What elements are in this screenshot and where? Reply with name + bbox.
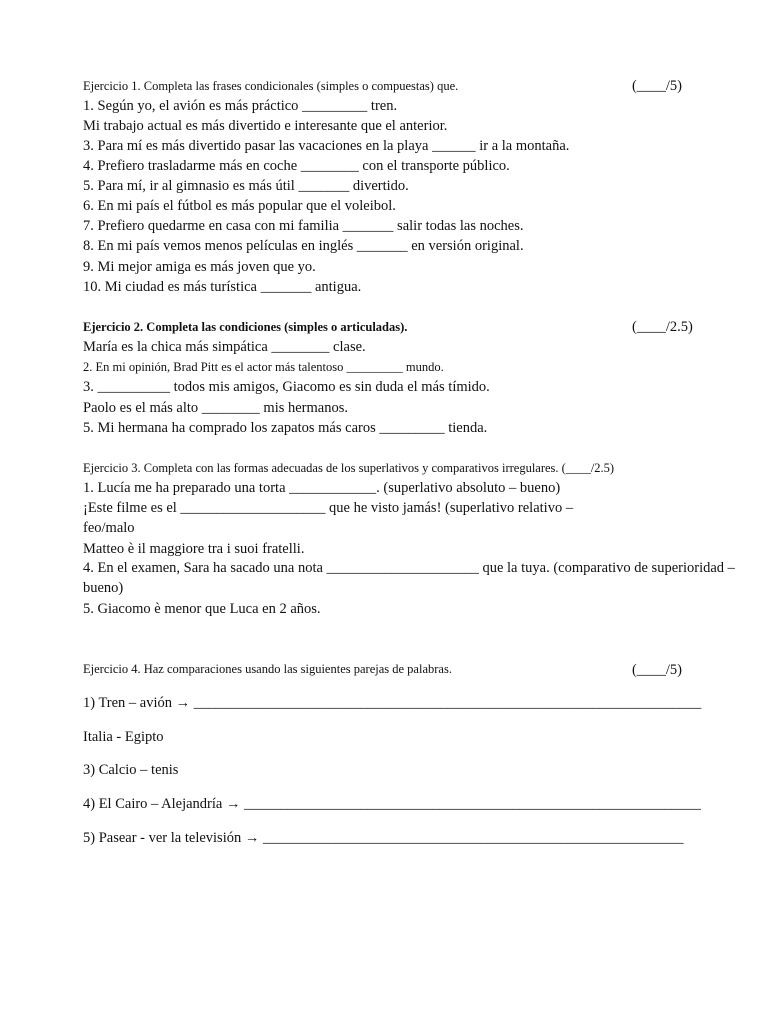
exercise-1-score: (____/5) [632, 78, 682, 94]
exercise-3-item: 1. Lucía me ha preparado una torta ____________. (superlativo absoluto – bueno) [83, 480, 561, 496]
exercise-1-item: 9. Mi mejor amiga es más joven que yo. [83, 259, 316, 275]
exercise-3-item: 4. En el examen, Sara ha sacado una nota _____________________ que la tuya. (comparativo de superioridad – [83, 560, 735, 576]
exercise-1-item: 7. Prefiero quedarme en casa con mi familia _______ salir todas las noches. [83, 218, 524, 234]
exercise-3-item: 5. Giacomo è menor que Luca en 2 años. [83, 601, 321, 617]
exercise-4-title: Ejercicio 4. Haz comparaciones usando las siguientes parejas de palabras. [83, 662, 452, 676]
exercise-3-item: Matteo è il maggiore tra i suoi fratelli. [83, 541, 305, 557]
exercise-3-item: ¡Este filme es el ____________________ que he visto jamás! (superlativo relativo – [83, 500, 574, 516]
exercise-1-item: 5. Para mí, ir al gimnasio es más útil _______ divertido. [83, 178, 409, 194]
exercise-1-item: 4. Prefiero trasladarme más en coche ________ con el transporte público. [83, 158, 510, 174]
exercise-1-item: 3. Para mí es más divertido pasar las vacaciones en la playa ______ ir a la montaña. [83, 138, 570, 154]
exercise-2-item: 2. En mi opinión, Brad Pitt es el actor más talentoso _________ mundo. [83, 360, 444, 374]
exercise-2-item: Paolo es el más alto ________ mis hermanos. [83, 400, 348, 416]
exercise-1-item: Mi trabajo actual es más divertido e interesante que el anterior. [83, 118, 448, 134]
exercise-3-item: feo/malo [83, 520, 135, 536]
exercise-2-title: Ejercicio 2. Completa las condiciones (simples o articuladas). [83, 320, 408, 334]
exercise-1-item: 1. Según yo, el avión es más práctico _________ tren. [83, 98, 398, 114]
exercise-1-item: 8. En mi país vemos menos películas en inglés _______ en versión original. [83, 238, 524, 254]
exercise-4-score: (____/5) [632, 662, 682, 678]
exercise-2-score: (____/2.5) [632, 319, 693, 335]
exercise-2-item: 5. Mi hermana ha comprado los zapatos más caros _________ tienda. [83, 420, 488, 436]
exercise-3-title: Ejercicio 3. Completa con las formas adecuadas de los superlativos y comparativos irregulares. (____/2.5) [83, 461, 615, 475]
exercise-4-item: 5) Pasear - ver la televisión → __________________________________________________________ [83, 830, 684, 846]
exercise-1-item: 10. Mi ciudad es más turística _______ antigua. [83, 279, 362, 295]
exercise-1-title: Ejercicio 1. Completa las frases condicionales (simples o compuestas) que. [83, 79, 459, 93]
exercise-4-item: 4) El Cairo – Alejandría → _______________________________________________________________ [83, 796, 701, 812]
exercise-4-item: Italia - Egipto [83, 729, 164, 745]
exercise-3-item: bueno) [83, 580, 124, 596]
exercise-2-item: María es la chica más simpática ________ clase. [83, 339, 366, 355]
exercise-1-item: 6. En mi país el fútbol es más popular que el voleibol. [83, 198, 396, 214]
exercise-4-item: 3) Calcio – tenis [83, 762, 179, 778]
exercise-2-item: 3. __________ todos mis amigos, Giacomo es sin duda el más tímido. [83, 379, 490, 395]
exercise-4-item: 1) Tren – avión → ______________________________________________________________________ [83, 695, 702, 711]
